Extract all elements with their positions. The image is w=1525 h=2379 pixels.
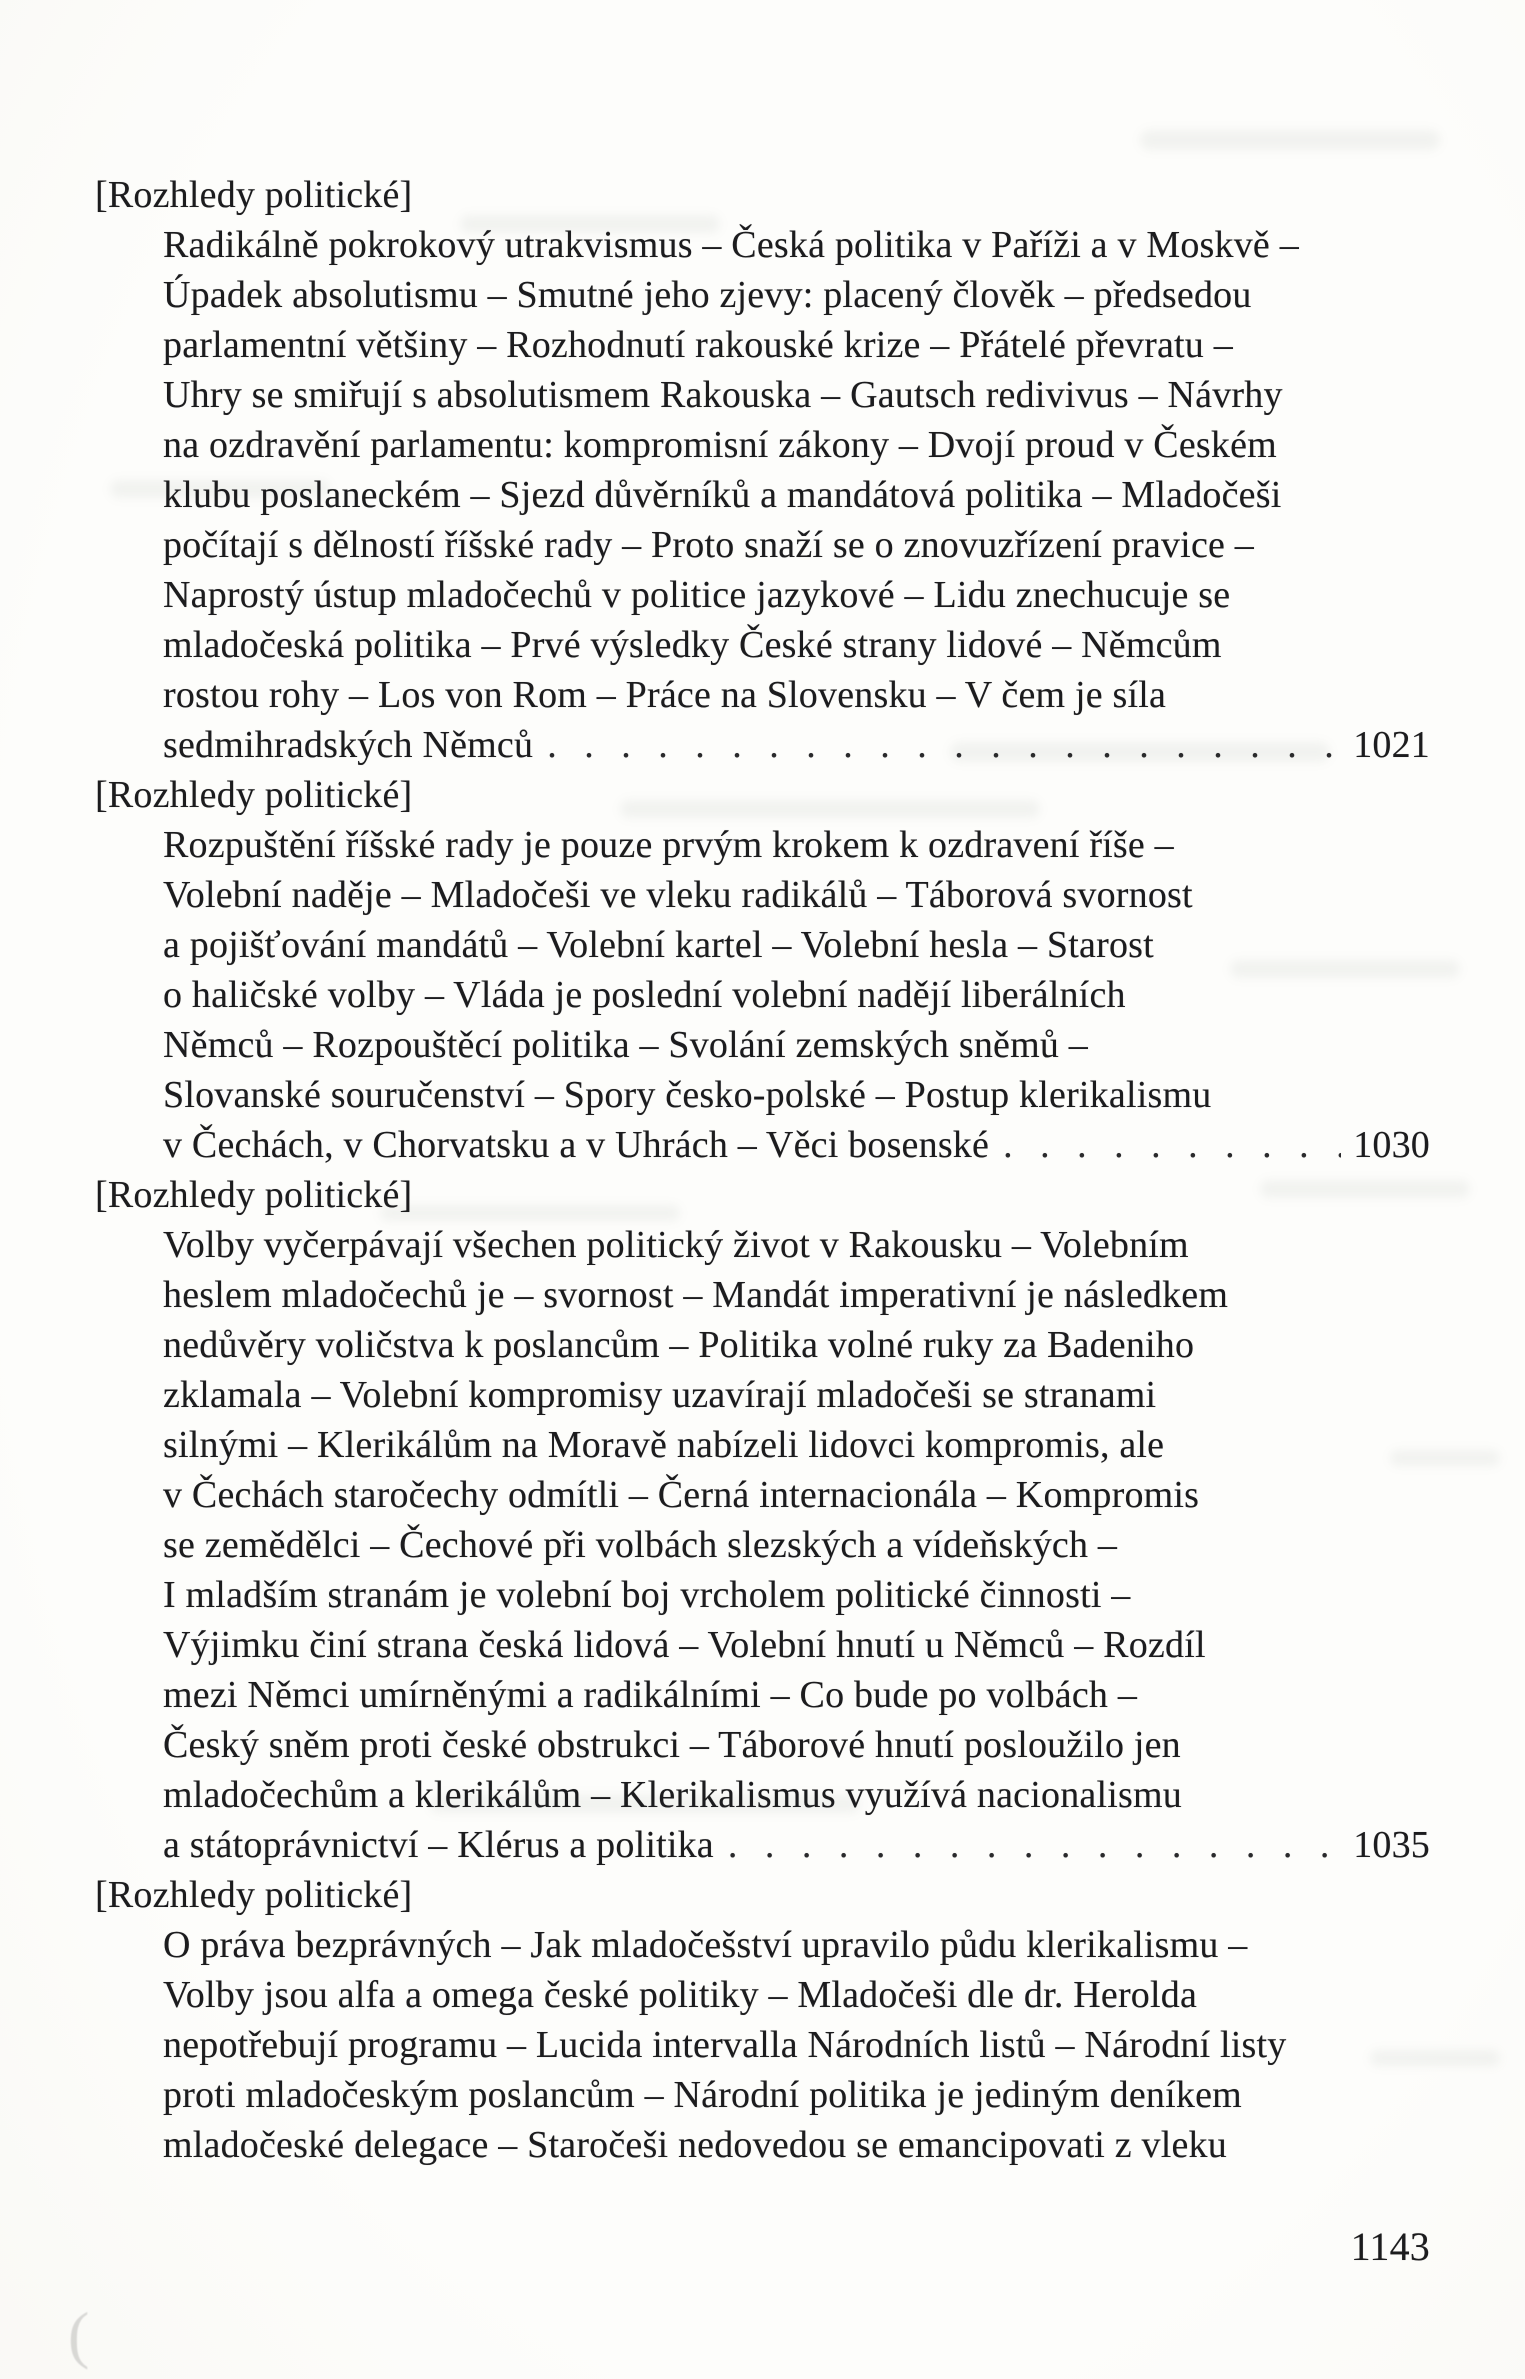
dot-leader: [547, 720, 1341, 770]
toc-line: mladočeská politika – Prvé výsledky České strany lidové – Němcům: [163, 624, 1222, 666]
toc-line: I mladším stranám je volební boj vrcholem politické činnosti –: [163, 1574, 1131, 1616]
toc-entry: [0, 170, 1525, 770]
toc-line: Slovanské souručenství – Spory česko-polské – Postup klerikalismu: [163, 1074, 1212, 1116]
page-number: 1143: [1350, 2224, 1430, 2269]
toc-line: proti mladočeským poslancům – Národní politika je jediným deníkem: [163, 2074, 1242, 2116]
toc-entry-heading: [Rozhledy politické]: [95, 774, 413, 816]
page-ref: 1030: [1353, 1124, 1430, 1166]
toc-entry: [0, 770, 1525, 1170]
toc-line: nepotřebují programu – Lucida intervalla Národních listů – Národní listy: [163, 2024, 1287, 2066]
toc-line: počítají s dělností říšské rady – Proto snaží se o znovuzřízení pravice –: [163, 524, 1254, 566]
table-of-contents: [0, 170, 1525, 2170]
dot-leader: [728, 1820, 1341, 1870]
bleedthrough-artifact: [1140, 130, 1440, 150]
toc-line-text: sedmihradských Němců: [163, 724, 534, 766]
page-ref: 1021: [1353, 724, 1430, 766]
toc-line: na ozdravění parlamentu: kompromisní zákony – Dvojí proud v Českém: [163, 424, 1277, 466]
toc-entry: [0, 1870, 1525, 2170]
toc-line: klubu poslaneckém – Sjezd důvěrníků a mandátová politika – Mladočeši: [163, 474, 1282, 516]
toc-line: silnými – Klerikálům na Moravě nabízeli lidovci kompromis, ale: [163, 1424, 1165, 1466]
toc-line: Volby jsou alfa a omega české politiky – Mladočeši dle dr. Herolda: [163, 1974, 1198, 2016]
toc-line-text: a státoprávnictví – Klérus a politika: [163, 1824, 714, 1866]
toc-line: o haličské volby – Vláda je poslední volební nadějí liberálních: [163, 974, 1126, 1016]
toc-line: Český sněm proti české obstrukci – Táborové hnutí posloužilo jen: [163, 1724, 1181, 1766]
toc-line: Naprostý ústup mladočechů v politice jazykové – Lidu znechucuje se: [163, 574, 1231, 616]
toc-entry-heading: [Rozhledy politické]: [95, 1174, 413, 1216]
toc-line: mladočeské delegace – Staročeši nedovedou se emancipovati z vleku: [163, 2124, 1227, 2166]
toc-line: v Čechách staročechy odmítli – Černá internacionála – Kompromis: [163, 1474, 1200, 1516]
dot-leader: [1003, 1120, 1341, 1170]
toc-line-text: v Čechách, v Chorvatsku a v Uhrách – Věci bosenské: [163, 1124, 990, 1166]
toc-line: nedůvěry voličstva k poslancům – Politika volné ruky za Badeniho: [163, 1324, 1195, 1366]
toc-line: O práva bezprávných – Jak mladočešství upravilo půdu klerikalismu –: [163, 1924, 1248, 1966]
toc-line-with-page-ref: [163, 1820, 1430, 1870]
toc-line: Radikálně pokrokový utrakvismus – Česká politika v Paříži a v Moskvě –: [163, 224, 1299, 266]
toc-line-with-page-ref: [163, 1120, 1430, 1170]
toc-line: rostou rohy – Los von Rom – Práce na Slovensku – V čem je síla: [163, 674, 1167, 716]
toc-line: Výjimku činí strana česká lidová – Volební hnutí u Němců – Rozdíl: [163, 1624, 1206, 1666]
toc-entry: [0, 1170, 1525, 1870]
toc-line: Volební naděje – Mladočeši ve vleku radikálů – Táborová svornost: [163, 874, 1193, 916]
toc-line: heslem mladočechů je – svornost – Mandát imperativní je následkem: [163, 1274, 1229, 1316]
toc-line: mladočechům a klerikálům – Klerikalismus využívá nacionalismu: [163, 1774, 1182, 1816]
page-ref: 1035: [1353, 1824, 1430, 1866]
toc-entry-heading: [Rozhledy politické]: [95, 174, 413, 216]
toc-line: Uhry se smiřují s absolutismem Rakouska – Gautsch redivivus – Návrhy: [163, 374, 1283, 416]
toc-line: Úpadek absolutismu – Smutné jeho zjevy: placený člověk – předsedou: [163, 274, 1252, 316]
toc-entry-heading: [Rozhledy politické]: [95, 1874, 413, 1916]
toc-line: Rozpuštění říšské rady je pouze prvým krokem k ozdravení říše –: [163, 824, 1174, 866]
toc-line-with-page-ref: [163, 720, 1430, 770]
toc-line: a pojišťování mandátů – Volební kartel – Volební hesla – Starost: [163, 924, 1154, 966]
toc-line: Volby vyčerpávají všechen politický život v Rakousku – Volebním: [163, 1224, 1189, 1266]
scan-corner-artifact: (: [68, 2299, 90, 2370]
toc-line: Němců – Rozpouštěcí politika – Svolání zemských sněmů –: [163, 1024, 1088, 1066]
toc-line: zklamala – Volební kompromisy uzavírají mladočeši se stranami: [163, 1374, 1157, 1416]
toc-line: se zemědělci – Čechové při volbách slezských a vídeňských –: [163, 1524, 1118, 1566]
toc-line: mezi Němci umírněnými a radikálními – Co bude po volbách –: [163, 1674, 1138, 1716]
toc-line: parlamentní většiny – Rozhodnutí rakouské krize – Přátelé převratu –: [163, 324, 1233, 366]
